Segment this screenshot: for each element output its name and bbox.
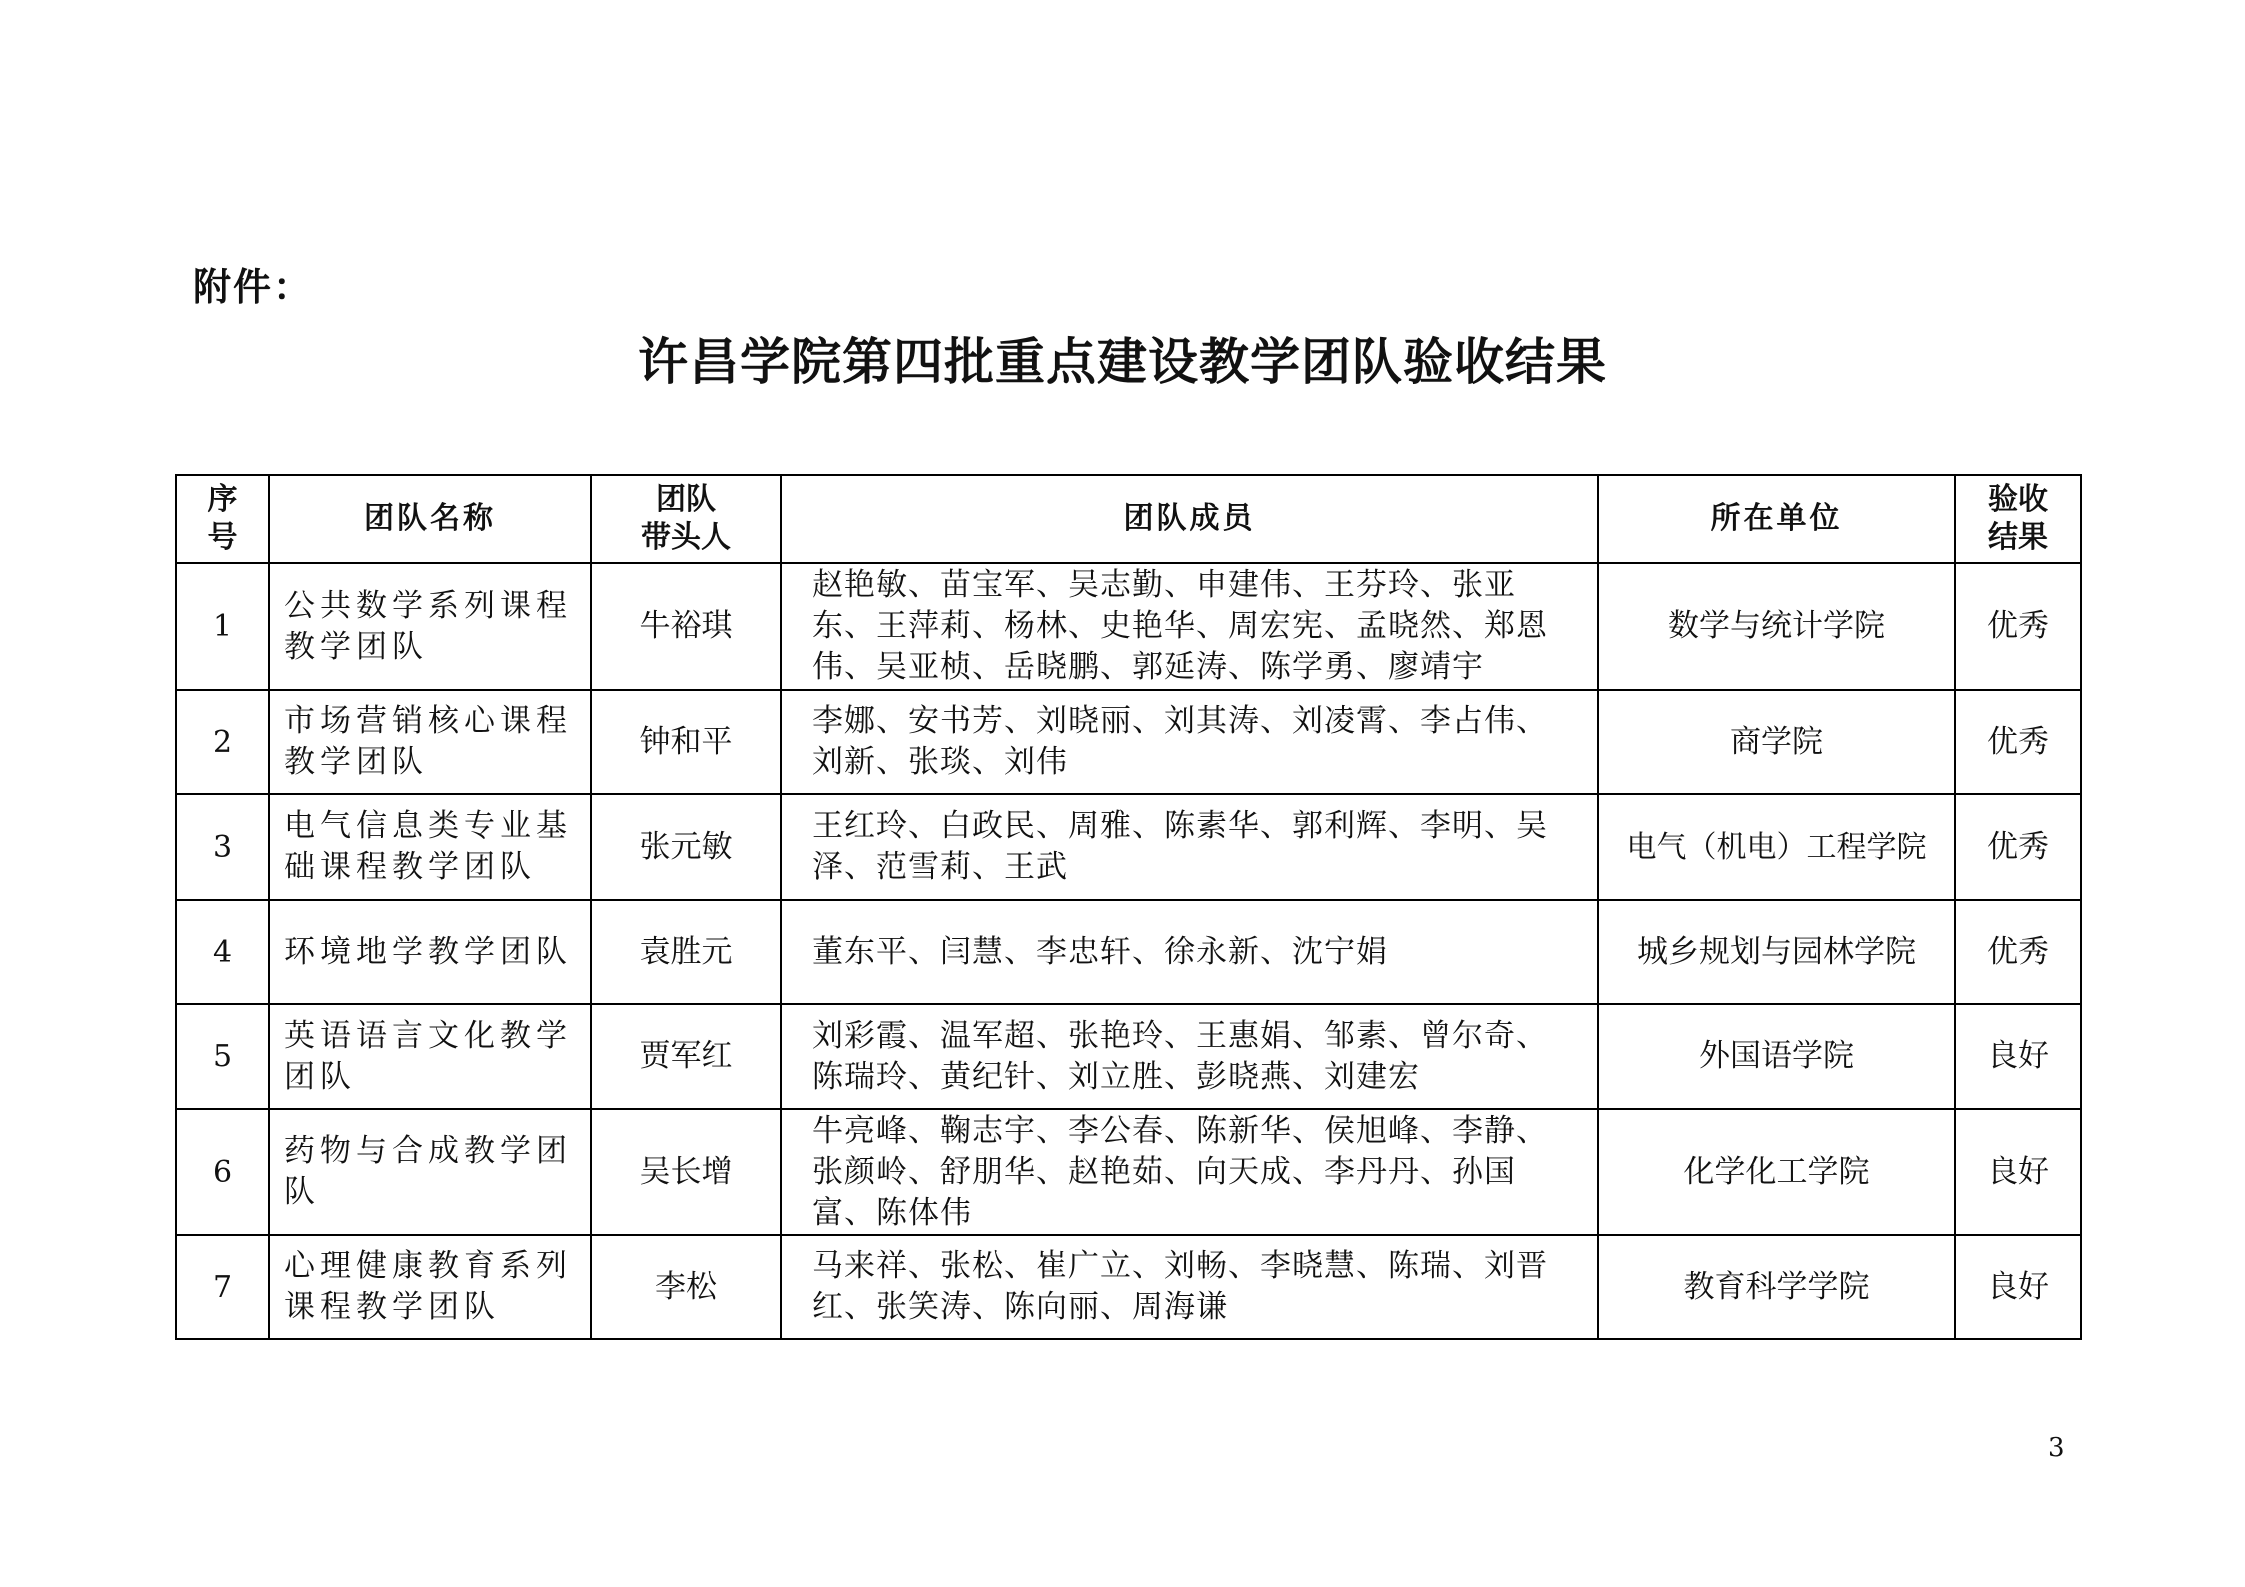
row-members: 马来祥、张松、崔广立、刘畅、李晓慧、陈瑞、刘晋红、张笑涛、陈向丽、周海谦 [781,1235,1598,1339]
row-members: 董东平、闫慧、李忠轩、徐永新、沈宁娟 [781,900,1598,1004]
header-team-name: 团队名称 [269,475,591,563]
row-unit: 商学院 [1598,690,1955,794]
row-unit: 教育科学学院 [1598,1235,1955,1339]
row-unit: 城乡规划与园林学院 [1598,900,1955,1004]
table-header-row [176,475,2081,563]
document-title: 许昌学院第四批重点建设教学团队验收结果 [638,333,1607,391]
row-members: 牛亮峰、鞠志宇、李公春、陈新华、侯旭峰、李静、张颜岭、舒朋华、赵艳茹、向天成、李丹丹、孙国富、陈体伟 [781,1109,1598,1235]
row-members: 赵艳敏、苗宝军、吴志勤、申建伟、王芬玲、张亚东、王萍莉、杨林、史艳华、周宏宪、孟晓然、郑恩伟、吴亚桢、岳晓鹏、郭延涛、陈学勇、廖靖宇 [781,563,1598,690]
row-seq: 3 [176,794,269,900]
table-row [176,1004,2081,1109]
row-members: 王红玲、白政民、周雅、陈素华、郭利辉、李明、吴泽、范雪莉、王武 [781,794,1598,900]
row-members: 刘彩霞、温军超、张艳玲、王惠娟、邹素、曾尔奇、陈瑞玲、黄纪针、刘立胜、彭晓燕、刘建宏 [781,1004,1598,1109]
attachment-label: 附件： [193,265,314,309]
table-row [176,900,2081,1004]
table-row [176,690,2081,794]
table-row [176,1235,2081,1339]
row-team-name: 药物与合成教学团队 [269,1109,591,1235]
row-team-name: 英语语言文化教学团队 [269,1004,591,1109]
header-leader-line-2: 带头人 [641,520,731,555]
row-result: 良好 [1955,1109,2081,1235]
row-leader: 李松 [591,1235,781,1339]
row-team-name: 电气信息类专业基础课程教学团队 [269,794,591,900]
header-seq [176,475,269,563]
row-leader: 张元敏 [591,794,781,900]
row-team-name: 心理健康教育系列课程教学团队 [269,1235,591,1339]
header-result-line-2: 结果 [1988,520,2048,555]
row-result: 优秀 [1955,900,2081,1004]
header-leader-line-1: 团队 [656,482,716,517]
page-number: 3 [2048,1433,2065,1463]
table-row [176,563,2081,690]
row-unit: 外国语学院 [1598,1004,1955,1109]
row-unit: 数学与统计学院 [1598,563,1955,690]
row-seq: 2 [176,690,269,794]
row-unit: 电气（机电）工程学院 [1598,794,1955,900]
row-result: 优秀 [1955,690,2081,794]
row-leader: 钟和平 [591,690,781,794]
row-unit: 化学化工学院 [1598,1109,1955,1235]
header-leader [591,475,781,563]
row-leader: 牛裕琪 [591,563,781,690]
row-team-name: 环境地学教学团队 [269,900,591,1004]
table-row [176,1109,2081,1235]
row-leader: 袁胜元 [591,900,781,1004]
header-seq-line-1: 序 [207,482,238,517]
row-team-name: 公共数学系列课程教学团队 [269,563,591,690]
header-result-line-1: 验收 [1988,482,2048,517]
header-unit: 所在单位 [1598,475,1955,563]
header-members: 团队成员 [781,475,1598,563]
row-seq: 1 [176,563,269,690]
row-seq: 7 [176,1235,269,1339]
row-leader: 吴长增 [591,1109,781,1235]
header-seq-line-2: 号 [207,520,238,555]
row-seq: 5 [176,1004,269,1109]
row-result: 优秀 [1955,563,2081,690]
table-row [176,794,2081,900]
row-result: 良好 [1955,1004,2081,1109]
row-seq: 6 [176,1109,269,1235]
row-seq: 4 [176,900,269,1004]
row-leader: 贾军红 [591,1004,781,1109]
header-result [1955,475,2081,563]
row-result: 良好 [1955,1235,2081,1339]
row-team-name: 市场营销核心课程教学团队 [269,690,591,794]
results-table [175,474,2082,1340]
row-result: 优秀 [1955,794,2081,900]
row-members: 李娜、安书芳、刘晓丽、刘其涛、刘凌霄、李占伟、刘新、张琰、刘伟 [781,690,1598,794]
